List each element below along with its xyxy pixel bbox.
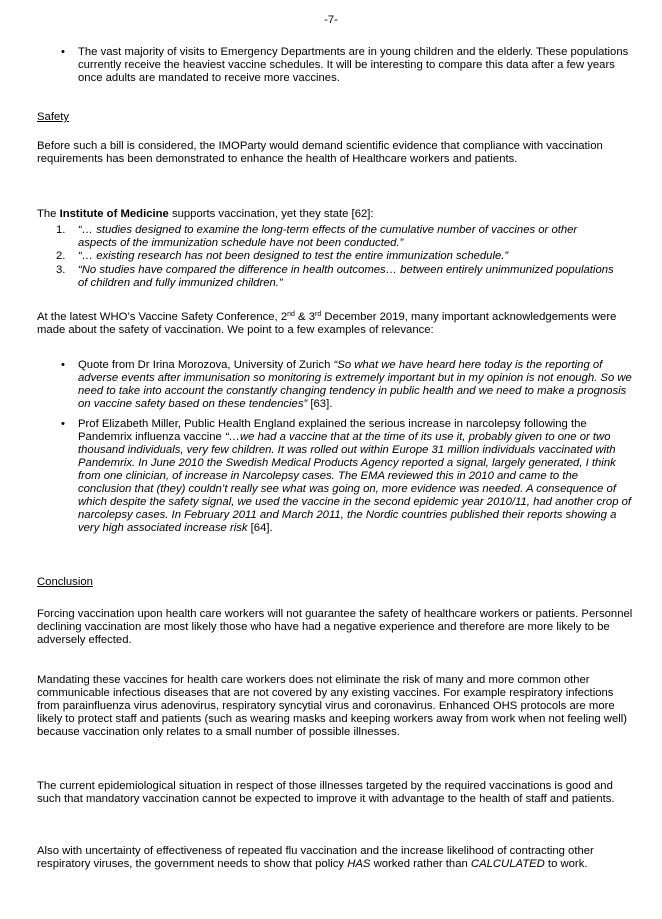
- conclusion-paragraph-1: Forcing vaccination upon health care workers will not guarantee the safety of healthcare workers or patients. Personnel declining vaccination are most likely those who have had a negative experience and therefore are more likely to be adversely effected.: [37, 608, 633, 646]
- morozova-intro: Quote from Dr Irina Morozova, University of Zurich: [78, 359, 334, 371]
- has-emphasis: HAS: [347, 858, 371, 870]
- miller-ref: [64].: [247, 522, 273, 534]
- iom-quote-1: [56, 224, 618, 250]
- quote-number: 1.: [56, 224, 66, 236]
- conclusion-paragraph-3: The current epidemiological situation in respect of those illnesses targeted by the required vaccinations is good and such that mandatory vaccination cannot be expected to improve it with advantage to the health of staff and patients.: [37, 780, 615, 805]
- iom-name: Institute of Medicine: [59, 208, 169, 220]
- miller-bullet: [78, 418, 633, 535]
- quote-number: 2.: [56, 250, 66, 262]
- morozova-ref: [63].: [307, 398, 333, 410]
- morozova-bullet: [78, 359, 633, 411]
- miller-quote: “…we had a vaccine that at the time of its use it, probably given to one or two thousand individuals, very few children. It was rolled out within Europe 31 million individuals vaccinated with Pandemrix. In June 2010 the Swedish Medical Products Agency reported a signal, largely generated, I think from one clinician, of increase in Narcolepsy cases. The EMA reviewed this in 2010 and came to the conclusion that (they) couldn’t really see what was going on, more evidence was needed. A consequence of which despite the safety signal, we used the vaccine in the second epidemic year 2010/11, had another crop of narcolepsy cases. In February 2011 and March 2011, the Nordic countries published their reports showing a very high associated increase risk: [78, 431, 632, 534]
- safety-paragraph: Before such a bill is considered, the IMOParty would demand scientific evidence that compliance with vaccination requirements has been demonstrated to enhance the health of Healthcare workers and patients.: [37, 140, 603, 165]
- page-number: -7-: [324, 14, 338, 26]
- quote-text: “… existing research has not been designed to test the entire immunization schedule.”: [78, 250, 509, 262]
- quote-text: “… studies designed to examine the long-term effects of the cumulative number of vaccines or other aspects of the immunization schedule have not been conducted.”: [78, 224, 578, 249]
- safety-heading: Safety: [37, 111, 70, 123]
- conclusion-paragraph-2: Mandating these vaccines for health care workers does not eliminate the risk of many and more common other communicable infectious diseases that are not covered by any existing vaccines. For example respiratory infections from parainfluenza virus adenovirus, respiratory syncytial virus and coronavirus. Enhanced OHS protocols are more likely to protect staff and patients (such as wearing masks and keeping workers away from work when not feeling well) because vaccination only relates to a small number of possible illnesses.: [37, 674, 628, 738]
- who-sup-nd: nd: [287, 311, 295, 318]
- iom-lead-pre: The: [37, 208, 60, 220]
- iom-quote-2: [56, 250, 618, 263]
- intro-bullet: • The vast majority of visits to Emergency Departments are in young children and the elderly. These populations currently receive the heaviest vaccine schedules. It will be interesting to compare this data after a few years once adults are mandated to receive more vaccines.: [78, 46, 633, 85]
- conclusion-4-b: worked rather than: [370, 858, 471, 870]
- conclusion-paragraph-4: [37, 845, 637, 871]
- who-text-2: & 3: [294, 311, 316, 323]
- conclusion-4-a: Also with uncertainty of effectiveness of repeated flu vaccination and the increase likelihood of contracting other respiratory viruses, the government needs to show that policy: [37, 845, 594, 870]
- iom-lead-in: [37, 208, 637, 221]
- miller-intro: Prof Elizabeth Miller, Public Health England explained the serious increase in narcolepsy following the Pandemrix influenza vaccine: [78, 418, 587, 443]
- who-sup-rd: rd: [315, 311, 322, 318]
- iom-quote-3: [56, 264, 618, 290]
- calculated-emphasis: CALCULATED: [470, 858, 545, 870]
- quote-text: “No studies have compared the difference in health outcomes… between entirely unimmunized populations of children and fully immunized children.”: [78, 264, 614, 289]
- who-text-1: At the latest WHO’s Vaccine Safety Conference, 2: [37, 311, 288, 323]
- who-conference-paragraph: [37, 311, 637, 337]
- quote-number: 3.: [56, 264, 66, 276]
- morozova-quote: “So what we have heard here today is the reporting of adverse events after immunisation so monitoring is extremely important but in my opinion is not enough. So we need to take into account the constantly changing tendency in public health and we need to make a prognosis on vaccine safety based on these tendencies”: [78, 359, 632, 410]
- conclusion-heading: Conclusion: [37, 576, 93, 588]
- who-text-3: December 2019, many important acknowledgements were made about the safety of vaccination. We point to a few examples of relevance:: [37, 311, 617, 336]
- iom-lead-post: supports vaccination, yet they state [62]:: [168, 208, 374, 220]
- conclusion-4-c: to work.: [544, 858, 588, 870]
